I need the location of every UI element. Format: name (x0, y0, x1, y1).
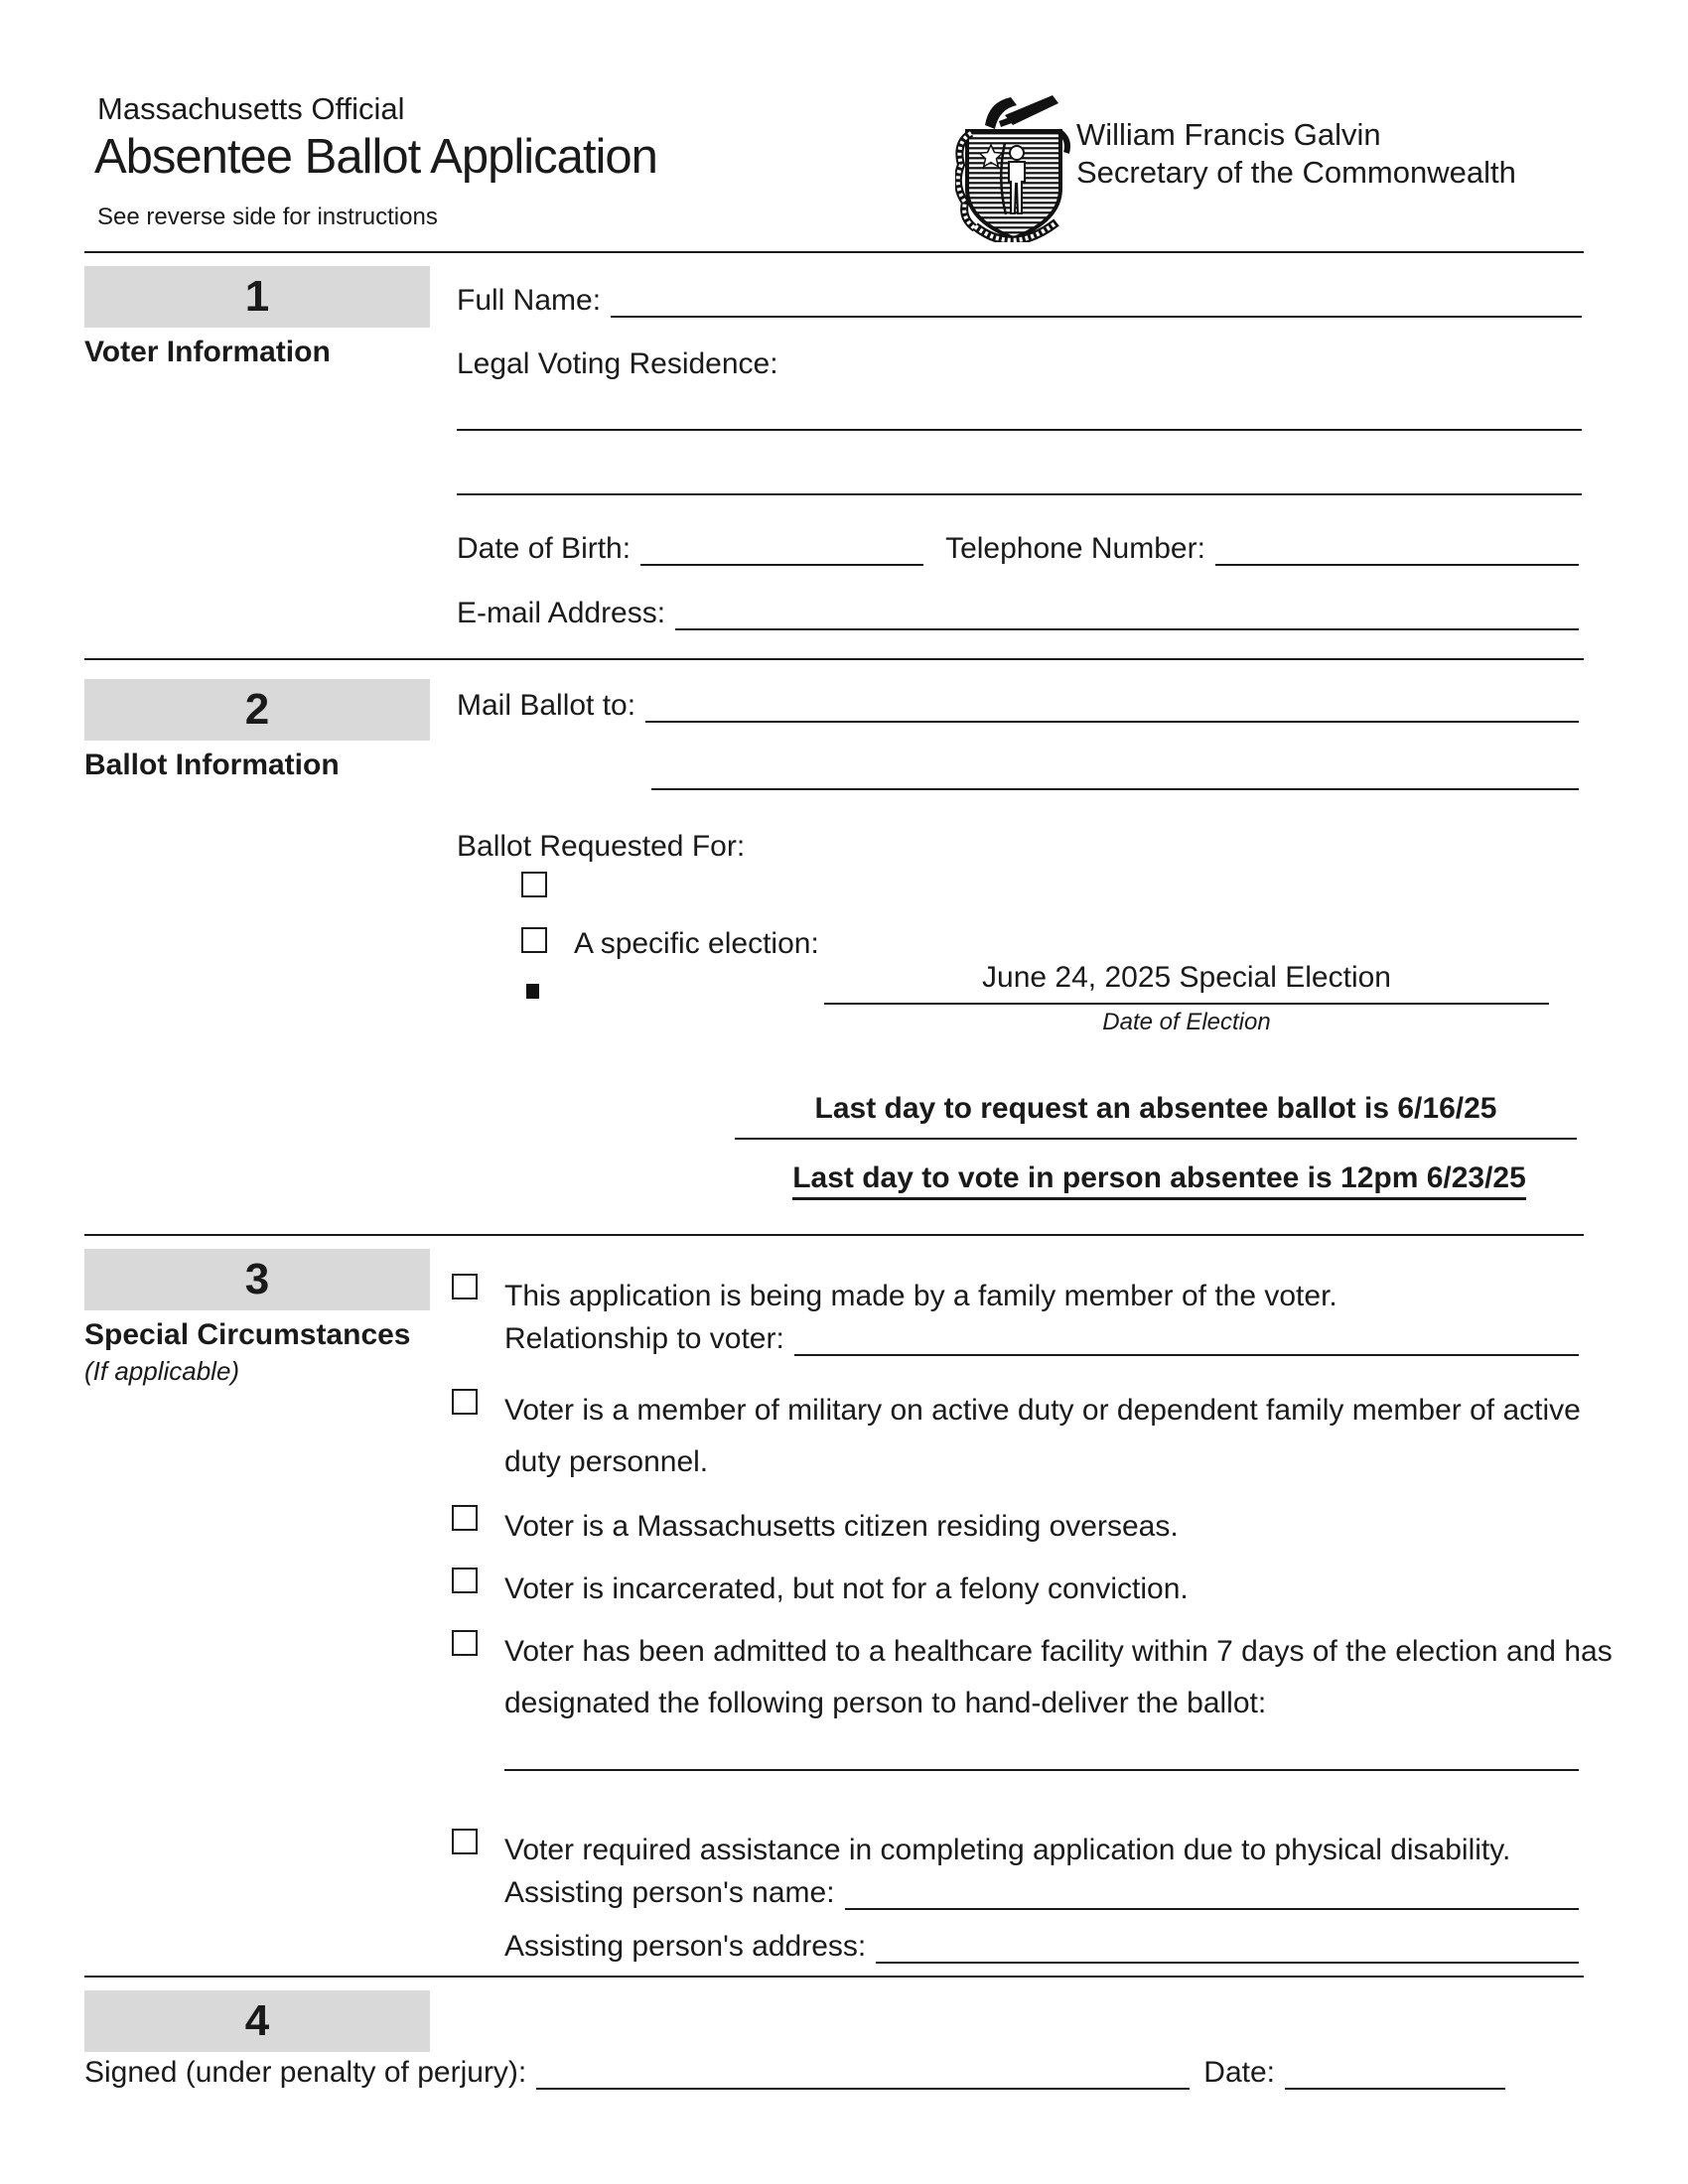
healthcare-facility-text: Voter has been admitted to a healthcare facility within 7 days of the election and has designated the following person to hand-deliver the ballot: (504, 1635, 1613, 1719)
assisting-address-row (504, 1930, 1579, 1964)
overseas-text: Voter is a Massachusetts citizen residing overseas. (504, 1510, 1179, 1543)
healthcare-facility-checkbox[interactable] (452, 1630, 478, 1656)
family-member-checkbox[interactable] (452, 1274, 478, 1299)
form-title: Absentee Ballot Application (94, 130, 657, 184)
full-name-label: Full Name: (457, 284, 602, 317)
residence-line-1[interactable] (457, 429, 1582, 431)
telephone-label: Telephone Number: (945, 532, 1205, 565)
section-number: 2 (244, 685, 270, 734)
mail-ballot-to-label: Mail Ballot to: (457, 689, 636, 722)
election-date-caption: Date of Election (1102, 1009, 1271, 1035)
section-divider (84, 1976, 1584, 1978)
assisting-name-row (504, 1876, 1579, 1910)
section-divider (84, 658, 1584, 660)
election-date-field (824, 961, 1549, 1036)
section-divider (84, 1234, 1584, 1236)
election-date-value: June 24, 2025 Special Election (824, 961, 1549, 1005)
assisting-name-input-line[interactable] (845, 1876, 1579, 1910)
military-text: Voter is a member of military on active duty or dependent family member of active duty personnel. (504, 1394, 1581, 1478)
ballot-option-checkbox-blank[interactable] (521, 872, 547, 897)
ballot-requested-for-label: Ballot Requested For: (457, 830, 746, 863)
date-of-birth-input-line[interactable] (640, 532, 923, 566)
section-number: 1 (244, 272, 270, 321)
residence-line-2[interactable] (457, 493, 1582, 495)
relationship-label: Relationship to voter: (504, 1322, 784, 1355)
incarcerated-checkbox[interactable] (452, 1568, 478, 1593)
relationship-input-line[interactable] (794, 1322, 1579, 1356)
form-pretitle: Massachusetts Official (97, 91, 405, 126)
signature-input-line[interactable] (536, 2056, 1190, 2090)
overseas-checkbox[interactable] (452, 1505, 478, 1531)
legal-voting-residence-label: Legal Voting Residence: (457, 347, 778, 380)
filled-square-marker (526, 984, 539, 999)
section-2-number-box (84, 679, 430, 741)
section-2-heading: Ballot Information (84, 749, 340, 781)
section-3-heading: Special Circumstances (84, 1318, 411, 1351)
mail-ballot-to-row (457, 689, 1579, 723)
section-number: 4 (244, 1996, 270, 2045)
date-label: Date: (1203, 2056, 1275, 2089)
section-4-number-box (84, 1990, 430, 2052)
section-divider (84, 251, 1584, 253)
dob-telephone-row (457, 532, 1579, 566)
section-1-heading: Voter Information (84, 336, 331, 368)
full-name-row (457, 284, 1582, 318)
specific-election-label: A specific election: (574, 927, 819, 960)
deadline-in-person-text: Last day to vote in person absentee is 12pm 6/23/25 (792, 1161, 1526, 1200)
deadline-request-note: Last day to request an absentee ballot is 6/16/25 (735, 1092, 1577, 1140)
section-1-number-box (84, 266, 430, 328)
date-of-birth-label: Date of Birth: (457, 532, 632, 565)
date-input-line[interactable] (1285, 2056, 1505, 2090)
section-3-subheading: (If applicable) (84, 1356, 240, 1386)
assisting-address-label: Assisting person's address: (504, 1930, 867, 1963)
instructions-note: See reverse side for instructions (97, 204, 438, 230)
email-label: E-mail Address: (457, 597, 666, 629)
specific-election-checkbox[interactable] (521, 927, 547, 953)
incarcerated-text: Voter is incarcerated, but not for a felony conviction. (504, 1572, 1189, 1605)
massachusetts-state-seal-icon (955, 81, 1072, 247)
mail-ballot-input-line-2[interactable] (651, 788, 1579, 790)
email-input-line[interactable] (675, 597, 1579, 630)
family-member-text: This application is being made by a family member of the voter. (504, 1280, 1337, 1312)
assistance-text: Voter required assistance in completing application due to physical disability. (504, 1834, 1511, 1866)
hand-deliver-person-input-line[interactable] (504, 1769, 1579, 1771)
relationship-row (504, 1322, 1579, 1356)
section-number: 3 (244, 1255, 270, 1303)
military-checkbox[interactable] (452, 1389, 478, 1415)
secretary-title: Secretary of the Commonwealth (1076, 155, 1516, 190)
section-3-number-box (84, 1249, 430, 1310)
deadline-in-person-note (735, 1161, 1584, 1200)
signature-row (84, 2056, 1505, 2090)
assistance-checkbox[interactable] (452, 1829, 478, 1854)
email-row (457, 597, 1579, 630)
assisting-name-label: Assisting person's name: (504, 1876, 835, 1909)
mail-ballot-input-line-1[interactable] (645, 689, 1579, 723)
signed-label: Signed (under penalty of perjury): (84, 2056, 527, 2089)
assisting-address-input-line[interactable] (876, 1930, 1579, 1964)
full-name-input-line[interactable] (611, 284, 1582, 318)
telephone-input-line[interactable] (1215, 532, 1579, 566)
secretary-name: William Francis Galvin (1076, 117, 1381, 152)
